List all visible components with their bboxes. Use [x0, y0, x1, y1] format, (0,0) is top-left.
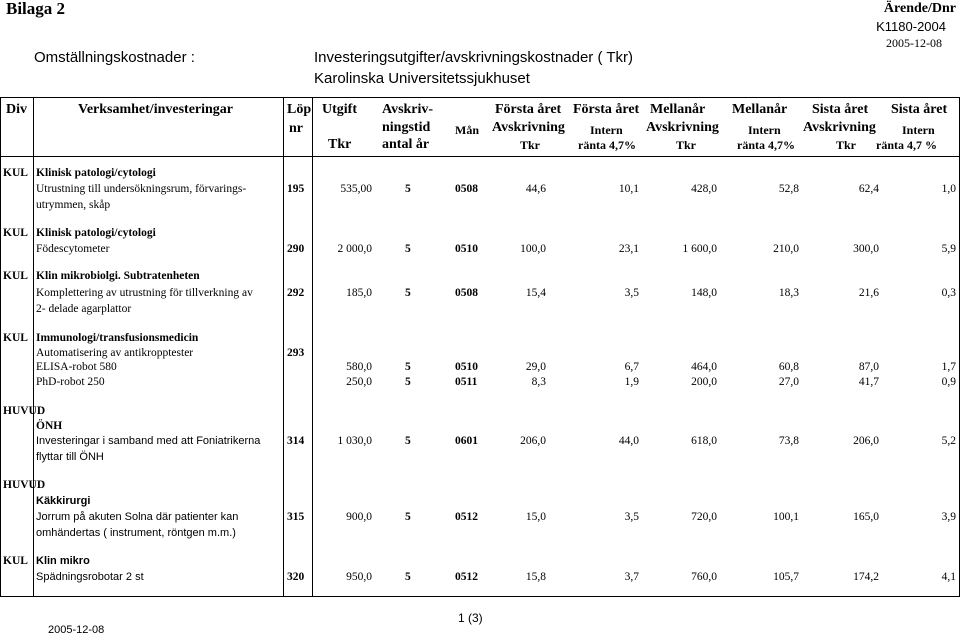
row-v3: 200,0	[691, 376, 717, 388]
row-desc: ELISA-robot 580	[36, 361, 117, 373]
header-c4c: ränta 4,7%	[737, 138, 795, 152]
header-c6c: ränta 4,7 %	[876, 138, 937, 152]
col-divider	[283, 97, 284, 597]
row-v4: 18,3	[778, 287, 799, 299]
header-c6a: Sista året	[891, 102, 948, 117]
row-v1: 100,0	[520, 243, 546, 255]
row-v6: 0,3	[941, 287, 956, 299]
header-div: Div	[6, 102, 27, 117]
row-v5: 21,6	[858, 287, 879, 299]
row-v5: 165,0	[853, 511, 879, 523]
row-v1: 44,6	[525, 183, 546, 195]
row-v4: 73,8	[778, 435, 799, 447]
row-desc: Komplettering av utrustning för tillverkning av	[36, 287, 253, 299]
row-ar: 5	[405, 511, 411, 523]
top-date: 2005-12-08	[886, 36, 942, 50]
row-ar: 5	[405, 243, 411, 255]
row-utgift: 580,0	[346, 361, 372, 373]
col-divider	[33, 97, 34, 597]
row-utgift: 900,0	[346, 511, 372, 523]
header-c1c: Tkr	[520, 138, 541, 152]
header-c5b: Avskrivning	[803, 120, 876, 135]
section-div: KUL	[3, 332, 28, 344]
header-nr: nr	[289, 121, 303, 136]
section-div: HUVUD	[3, 479, 46, 491]
header-c3a: Mellanår	[650, 102, 706, 117]
row-v1: 15,4	[525, 287, 546, 299]
header-c6b: Intern	[902, 123, 935, 137]
row-v2: 3,5	[624, 511, 639, 523]
row-v1: 206,0	[520, 435, 546, 447]
row-utgift: 950,0	[346, 571, 372, 583]
row-utgift: 185,0	[346, 287, 372, 299]
row-v3: 428,0	[691, 183, 717, 195]
row-lop: 290	[287, 243, 305, 255]
row-desc: Jorrum på akuten Solna där patienter kan	[36, 511, 239, 523]
row-v5: 300,0	[853, 243, 879, 255]
row-v5: 62,4	[858, 183, 879, 195]
row-v1: 8,3	[531, 376, 546, 388]
row-v1: 15,0	[525, 511, 546, 523]
row-v1: 29,0	[525, 361, 546, 373]
row-lop: 293	[287, 347, 305, 359]
header-avskriv: Avskriv-	[382, 102, 434, 117]
section-div: HUVUD	[3, 405, 46, 417]
header-c4b: Intern	[748, 123, 781, 137]
row-v3: 1 600,0	[682, 243, 717, 255]
row-v3: 760,0	[691, 571, 717, 583]
header-lop: Löp	[287, 102, 312, 117]
row-desc-cont: flyttar till ÖNH	[36, 451, 104, 463]
section-div: KUL	[3, 270, 28, 282]
row-lop: 314	[287, 435, 305, 447]
row-desc-cont: omhändertas ( instrument, röntgen m.m.)	[36, 527, 236, 539]
header-antal-ar: antal år	[382, 137, 430, 152]
section-name: Klin mikro	[36, 555, 90, 567]
row-v4: 27,0	[778, 376, 799, 388]
page-number: 1 (3)	[458, 611, 483, 625]
row-lop: 195	[287, 183, 305, 195]
row-v5: 206,0	[853, 435, 879, 447]
row-v6: 4,1	[941, 571, 956, 583]
header-top-rule	[0, 97, 960, 98]
row-v2: 3,5	[624, 287, 639, 299]
bilaga-label: Bilaga 2	[6, 0, 66, 18]
section-div: KUL	[3, 167, 28, 179]
col-divider	[312, 97, 313, 597]
header-c2a: Första året	[573, 102, 640, 117]
row-v1: 15,8	[525, 571, 546, 583]
section-name: Klinisk patologi/cytologi	[36, 167, 156, 179]
row-v3: 618,0	[691, 435, 717, 447]
row-v6: 0,9	[941, 376, 956, 388]
row-man: 0601	[455, 435, 478, 447]
left-title: Omställningskostnader :	[34, 49, 195, 66]
row-v2: 3,7	[624, 571, 639, 583]
header-ningstid: ningstid	[382, 120, 431, 135]
row-v2: 23,1	[618, 243, 639, 255]
row-utgift: 250,0	[346, 376, 372, 388]
row-v5: 41,7	[858, 376, 879, 388]
header-man: Mån	[455, 123, 479, 137]
section-name: Klin mikrobiolgi. Subtratenheten	[36, 270, 200, 282]
row-ar: 5	[405, 183, 411, 195]
row-v2: 44,0	[618, 435, 639, 447]
row-v6: 1,0	[941, 183, 956, 195]
row-desc: Födescytometer	[36, 243, 110, 255]
row-v4: 105,7	[773, 571, 799, 583]
header-c2c: ränta 4,7%	[578, 138, 636, 152]
row-v3: 148,0	[691, 287, 717, 299]
section-name: ÖNH	[36, 420, 63, 432]
row-v6: 1,7	[941, 361, 956, 373]
row-ar: 5	[405, 287, 411, 299]
footer-date: 2005-12-08	[48, 624, 105, 636]
row-desc: Automatisering av antikropptester	[36, 347, 194, 359]
header-utgift-unit: Tkr	[328, 137, 352, 152]
section-name: Käkkirurgi	[36, 495, 91, 507]
header-c3b: Avskrivning	[646, 120, 719, 135]
row-ar: 5	[405, 361, 411, 373]
row-v5: 174,2	[853, 571, 879, 583]
header-c5a: Sista året	[812, 102, 869, 117]
row-utgift: 535,00	[340, 183, 372, 195]
row-desc: Utrustning till undersökningsrum, förvarings-	[36, 183, 247, 195]
header-c5c: Tkr	[836, 138, 857, 152]
row-man: 0512	[455, 571, 478, 583]
row-man: 0512	[455, 511, 478, 523]
section-div: KUL	[3, 227, 28, 239]
header-c4a: Mellanår	[732, 102, 788, 117]
row-v6: 5,9	[941, 243, 956, 255]
dnr-value: K1180-2004	[876, 19, 946, 34]
row-man: 0510	[455, 361, 478, 373]
table-bottom-rule	[0, 596, 960, 597]
row-ar: 5	[405, 435, 411, 447]
row-v6: 3,9	[941, 511, 956, 523]
arende-label: Ärende/Dnr	[883, 1, 956, 16]
row-ar: 5	[405, 376, 411, 388]
header-c1a: Första året	[495, 102, 562, 117]
row-ar: 5	[405, 571, 411, 583]
row-v5: 87,0	[858, 361, 879, 373]
row-man: 0510	[455, 243, 478, 255]
page-title: Investeringsutgifter/avskrivningskostnader ( Tkr)	[314, 49, 634, 66]
row-v4: 100,1	[773, 511, 799, 523]
row-man: 0508	[455, 287, 478, 299]
row-desc: Investeringar i samband med att Foniatrikerna	[36, 435, 261, 447]
header-utgift: Utgift	[322, 102, 357, 117]
row-lop: 320	[287, 571, 305, 583]
row-man: 0508	[455, 183, 478, 195]
row-v2: 1,9	[624, 376, 639, 388]
header-c2b: Intern	[590, 123, 623, 137]
row-v4: 60,8	[778, 361, 799, 373]
row-utgift: 2 000,0	[337, 243, 372, 255]
row-v4: 210,0	[773, 243, 799, 255]
row-desc-cont: utrymmen, skåp	[36, 199, 111, 211]
row-v6: 5,2	[941, 435, 956, 447]
row-v3: 464,0	[691, 361, 717, 373]
row-v4: 52,8	[778, 183, 799, 195]
header-bottom-rule	[0, 156, 960, 157]
row-utgift: 1 030,0	[337, 435, 372, 447]
row-desc-cont: 2- delade agarplattor	[36, 303, 132, 315]
header-c3c: Tkr	[676, 138, 697, 152]
section-div: KUL	[3, 555, 28, 567]
section-name: Klinisk patologi/cytologi	[36, 227, 156, 239]
header-verksamhet: Verksamhet/investeringar	[78, 102, 234, 117]
row-man: 0511	[455, 376, 478, 388]
row-v3: 720,0	[691, 511, 717, 523]
row-desc: PhD-robot 250	[36, 376, 105, 388]
row-desc: Spädningsrobotar 2 st	[36, 571, 144, 583]
row-v2: 6,7	[624, 361, 639, 373]
page-subtitle: Karolinska Universitetssjukhuset	[314, 70, 530, 87]
row-lop: 315	[287, 511, 305, 523]
row-lop: 292	[287, 287, 305, 299]
section-name: Immunologi/transfusionsmedicin	[36, 332, 199, 344]
col-divider	[0, 97, 1, 597]
header-c1b: Avskrivning	[492, 120, 565, 135]
row-v2: 10,1	[618, 183, 639, 195]
